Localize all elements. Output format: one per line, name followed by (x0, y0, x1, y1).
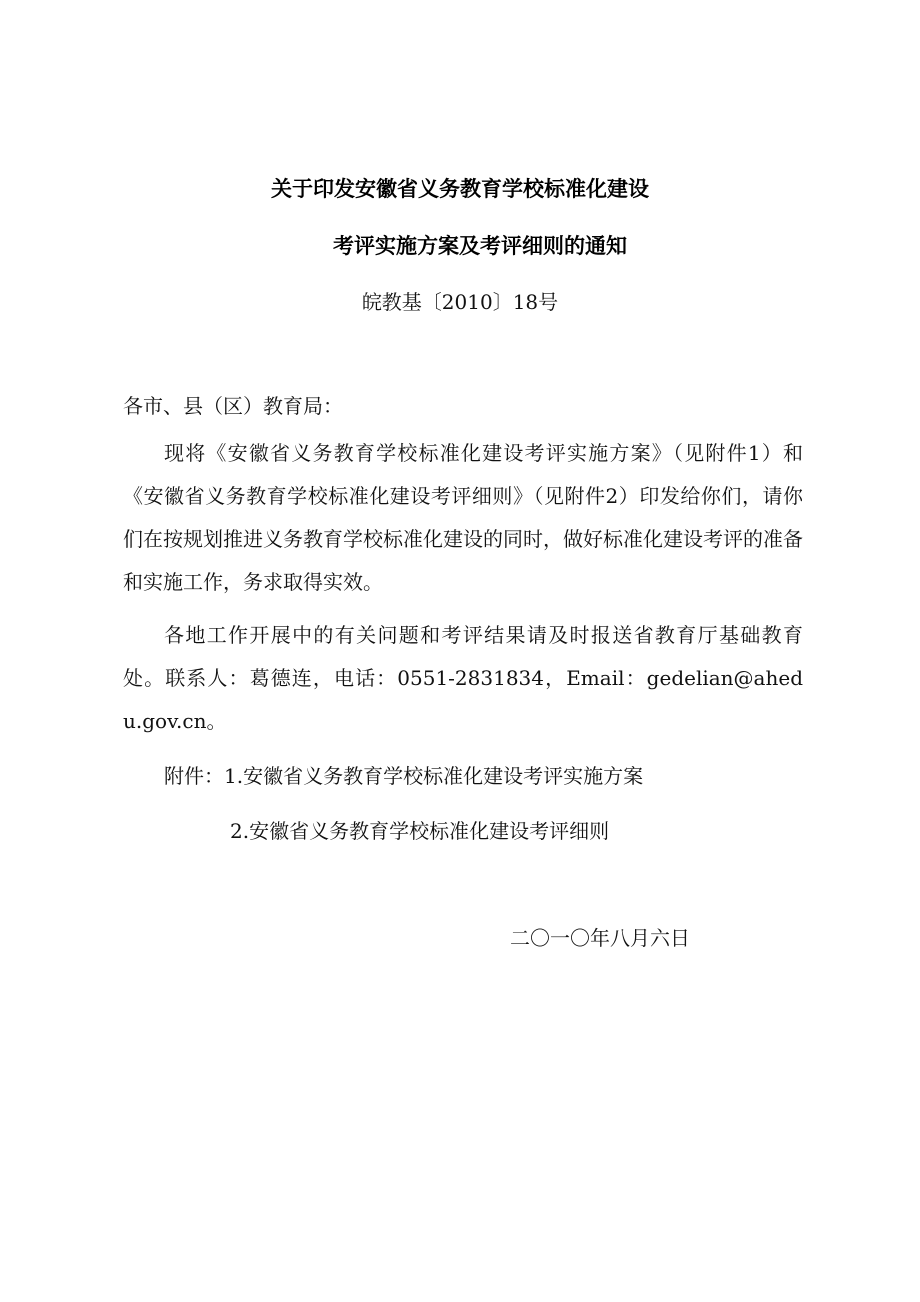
salutation: 各市、县（区）教育局： (123, 394, 343, 418)
document-title-line1: 关于印发安徽省义务教育学校标准化建设 (271, 177, 649, 201)
attachment-item-1: 附件：1.安徽省义务教育学校标准化建设考评实施方案 (164, 764, 644, 788)
document-title-line2: 考评实施方案及考评细则的通知 (333, 234, 627, 258)
document-number: 皖教基〔2010〕18号 (361, 290, 559, 314)
body-paragraph-1: 现将《安徽省义务教育学校标准化建设考评实施方案》（见附件1）和《安徽省义务教育学校标准化建设考评细则》（见附件2）印发给你们，请你们在按规划推进义务教育学校标准化建设的同时，做好标准化建设考评的准备和实施工作，务求取得实效。 (123, 441, 803, 594)
body-paragraph-2: 各地工作开展中的有关问题和考评结果请及时报送省教育厅基础教育处。联系人：葛德连，电话：0551-2831834，Email：gedelian@ahedu.gov.cn。 (123, 623, 803, 733)
attachment-item-2: 2.安徽省义务教育学校标准化建设考评细则 (230, 819, 610, 843)
document-date: 二〇一〇年八月六日 (510, 926, 690, 950)
